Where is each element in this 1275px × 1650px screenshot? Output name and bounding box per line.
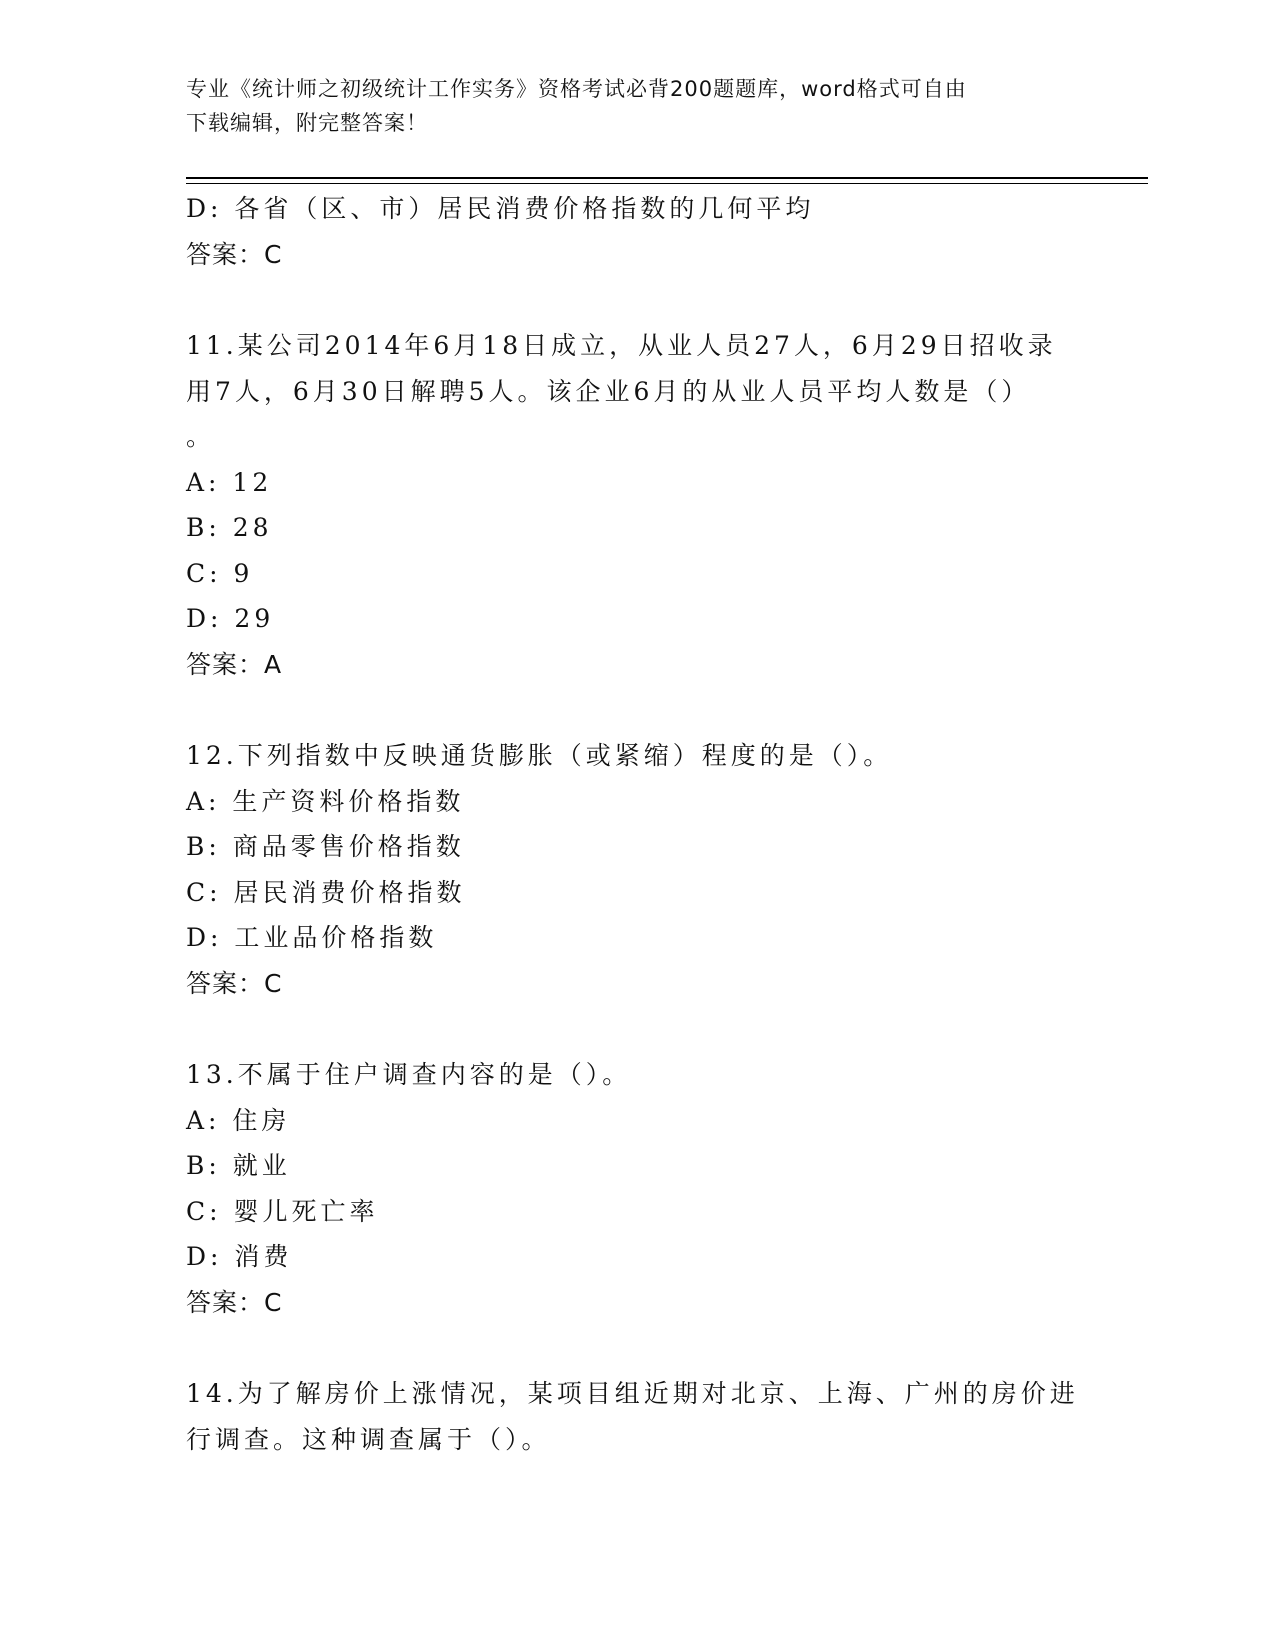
- header-rule-thin: [186, 183, 1148, 184]
- question-12: [186, 733, 1086, 1006]
- option-c: C: 9: [186, 558, 254, 588]
- option-b: B: 就业: [186, 1151, 291, 1180]
- option-c: C: 居民消费价格指数: [186, 877, 466, 907]
- option-b: B: 28: [186, 513, 273, 542]
- answer-text: 答案：C: [186, 1287, 283, 1317]
- question-stem-line: 12.下列指数中反映通货膨胀（或紧缩）程度的是（）。: [186, 741, 893, 770]
- option-a: A: 生产资料价格指数: [186, 786, 465, 816]
- option-a: A: 12: [186, 467, 273, 497]
- header-rule-thick: [186, 177, 1148, 179]
- option-d: D: 29: [186, 604, 275, 633]
- option-d: D: 各省（区、市）居民消费价格指数的几何平均: [186, 194, 815, 223]
- option-b: B: 商品零售价格指数: [186, 832, 465, 861]
- question-stem-line: 行调查。这种调查属于（）。: [186, 1424, 551, 1454]
- option-d: D: 工业品价格指数: [186, 923, 438, 952]
- answer-text: 答案：C: [186, 968, 283, 998]
- question-list: [186, 186, 1086, 1462]
- answer-text: 答案：C: [186, 239, 283, 269]
- header-line-2: 下载编辑，附完整答案！: [186, 111, 428, 135]
- question-14: [186, 1371, 1086, 1462]
- document-header: [186, 72, 1066, 140]
- option-d: D: 消费: [186, 1242, 293, 1271]
- question-11: [186, 323, 1086, 687]
- answer-text: 答案：A: [186, 649, 283, 679]
- question-stem-line: 11.某公司2014年6月18日成立，从业人员27人，6月29日招收录: [186, 331, 1057, 360]
- question-stem-line: 14.为了解房价上涨情况，某项目组近期对北京、上海、广州的房价进: [186, 1379, 1079, 1408]
- option-c: C: 婴儿死亡率: [186, 1196, 379, 1226]
- question-stem-line: 用7人，6月30日解聘5人。该企业6月的从业人员平均人数是（）: [186, 376, 1031, 406]
- option-a: A: 住房: [186, 1105, 291, 1135]
- question-13: [186, 1052, 1086, 1325]
- header-line-1: 专业《统计师之初级统计工作实务》资格考试必背200题题库，word格式可自由: [186, 77, 967, 101]
- question-stem-line: 13.不属于住户调查内容的是（）。: [186, 1060, 632, 1089]
- question-stem-line: 。: [186, 422, 216, 451]
